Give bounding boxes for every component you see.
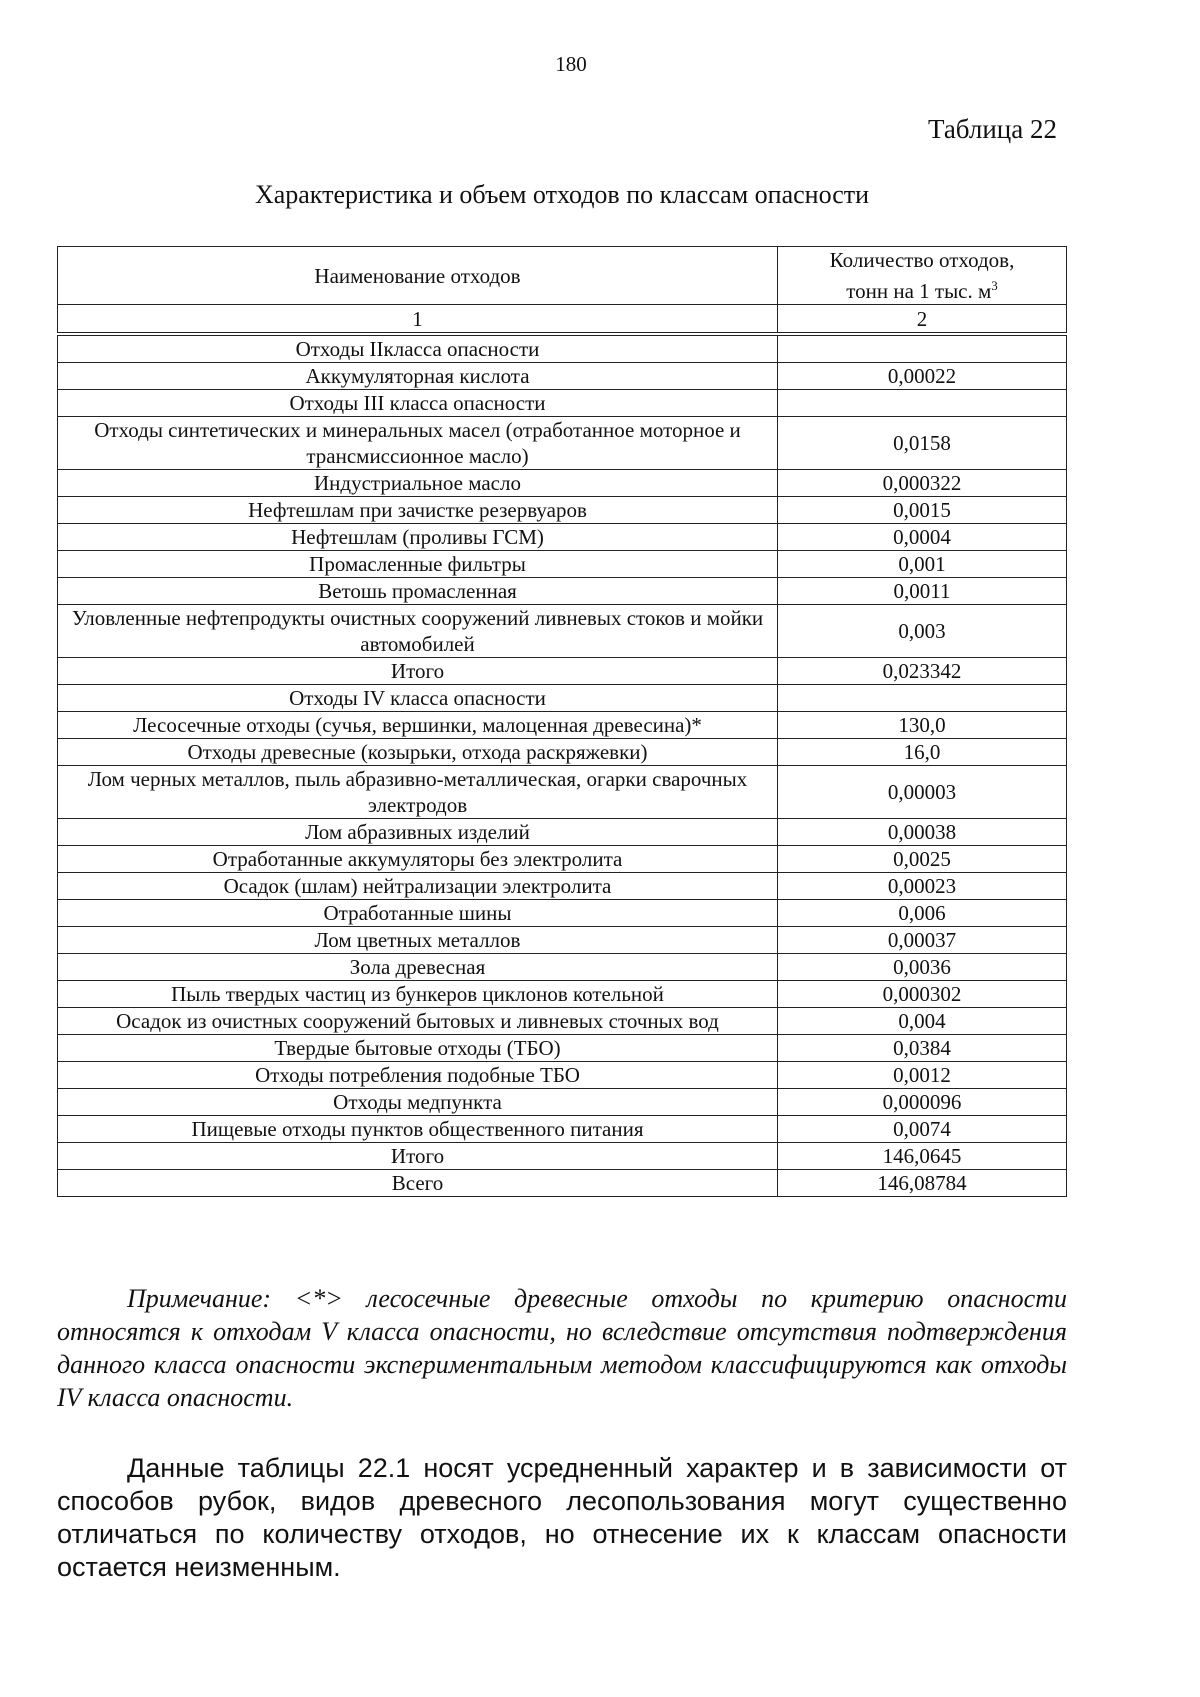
- table-row: [58, 685, 1067, 712]
- table-row: [58, 846, 1067, 873]
- table-row: [58, 981, 1067, 1008]
- table-label: Таблица 22: [928, 114, 1057, 144]
- waste-quantity-cell: 0,0015: [778, 497, 1067, 524]
- waste-quantity-cell: [778, 334, 1067, 363]
- waste-name-cell: Лом абразивных изделий: [58, 819, 778, 846]
- table-row: [58, 390, 1067, 417]
- waste-quantity-cell: 16,0: [778, 739, 1067, 766]
- waste-name-cell: Пыль твердых частиц из бункеров циклонов котельной: [58, 981, 778, 1008]
- waste-name-cell: Отходы IIкласса опасности: [58, 334, 778, 363]
- table-row: [58, 524, 1067, 551]
- waste-quantity-cell: 0,003: [778, 605, 1067, 658]
- waste-quantity-cell: 0,001: [778, 551, 1067, 578]
- waste-name-cell: Индустриальное масло: [58, 470, 778, 497]
- waste-name-cell: Ветошь промасленная: [58, 578, 778, 605]
- table-row: [58, 363, 1067, 390]
- waste-name-cell: Зола древесная: [58, 954, 778, 981]
- waste-quantity-cell: 0,0036: [778, 954, 1067, 981]
- waste-name-cell: Итого: [58, 658, 778, 685]
- waste-table: [57, 246, 1067, 1197]
- table-row: [58, 605, 1067, 658]
- table-column-numbers-row: [58, 305, 1067, 335]
- waste-name-cell: Отходы потребления подобные ТБО: [58, 1062, 778, 1089]
- table-row: [58, 1008, 1067, 1035]
- waste-quantity-cell: 0,0025: [778, 846, 1067, 873]
- waste-quantity-cell: 0,0004: [778, 524, 1067, 551]
- waste-name-cell: Лесосечные отходы (сучья, вершинки, малоценная древесина)*: [58, 712, 778, 739]
- table-row: [58, 1116, 1067, 1143]
- table-row: [58, 712, 1067, 739]
- waste-name-cell: Отходы IV класса опасности: [58, 685, 778, 712]
- body-paragraph: [57, 1452, 1067, 1584]
- waste-quantity-cell: 0,0012: [778, 1062, 1067, 1089]
- table-row: [58, 739, 1067, 766]
- waste-name-cell: Лом черных металлов, пыль абразивно-металлическая, огарки сварочных электродов: [58, 766, 778, 819]
- header-quantity-line2: тонн на 1 тыс. м: [846, 279, 992, 303]
- waste-quantity-cell: 0,000302: [778, 981, 1067, 1008]
- waste-name-cell: Твердые бытовые отходы (ТБО): [58, 1035, 778, 1062]
- table-row: [58, 417, 1067, 470]
- waste-name-cell: Пищевые отходы пунктов общественного питания: [58, 1116, 778, 1143]
- table-row: [58, 1062, 1067, 1089]
- table-row: [58, 873, 1067, 900]
- waste-quantity-cell: 0,0384: [778, 1035, 1067, 1062]
- waste-quantity-cell: 146,0645: [778, 1143, 1067, 1170]
- waste-quantity-cell: 0,000096: [778, 1089, 1067, 1116]
- waste-name-cell: Нефтешлам (проливы ГСМ): [58, 524, 778, 551]
- table-row: [58, 1089, 1067, 1116]
- waste-name-cell: Всего: [58, 1170, 778, 1197]
- table-row: [58, 1035, 1067, 1062]
- waste-name-cell: Осадок (шлам) нейтрализации электролита: [58, 873, 778, 900]
- table-row: [58, 658, 1067, 685]
- waste-name-cell: Отходы III класса опасности: [58, 390, 778, 417]
- waste-quantity-cell: 0,00022: [778, 363, 1067, 390]
- waste-quantity-cell: 0,0074: [778, 1116, 1067, 1143]
- waste-quantity-cell: 0,000322: [778, 470, 1067, 497]
- waste-name-cell: Отработанные шины: [58, 900, 778, 927]
- waste-quantity-cell: 0,023342: [778, 658, 1067, 685]
- waste-quantity-cell: 0,00038: [778, 819, 1067, 846]
- table-row: [58, 900, 1067, 927]
- waste-quantity-cell: 0,0158: [778, 417, 1067, 470]
- column-number-2: 2: [778, 305, 1067, 335]
- waste-quantity-cell: [778, 685, 1067, 712]
- waste-name-cell: Лом цветных металлов: [58, 927, 778, 954]
- header-waste-quantity: [778, 247, 1067, 305]
- waste-name-cell: Отработанные аккумуляторы без электролита: [58, 846, 778, 873]
- waste-quantity-cell: 0,004: [778, 1008, 1067, 1035]
- waste-name-cell: Итого: [58, 1143, 778, 1170]
- header-waste-name: Наименование отходов: [58, 247, 778, 305]
- note-text: Примечание: <*> лесосечные древесные отходы по критерию опасности относятся к отходам V класса опасности, но вследствие отсутствия подтверждения данного класса опасности экспериментальным методом классифицируются как отходы IV класса опасности.: [57, 1284, 1067, 1412]
- table-row: [58, 1170, 1067, 1197]
- table-row: [58, 1143, 1067, 1170]
- header-quantity-sup: 3: [991, 278, 998, 293]
- waste-quantity-cell: 130,0: [778, 712, 1067, 739]
- document-title: Характеристика и объем отходов по классам опасности: [254, 180, 870, 209]
- waste-name-cell: Отходы древесные (козырьки, отхода раскряжевки): [58, 739, 778, 766]
- table-row: [58, 470, 1067, 497]
- table-row: [58, 954, 1067, 981]
- table-row: [58, 551, 1067, 578]
- waste-quantity-cell: 146,08784: [778, 1170, 1067, 1197]
- table-row: [58, 766, 1067, 819]
- table-row: [58, 334, 1067, 363]
- table-header-row: [58, 247, 1067, 305]
- table-row: [58, 819, 1067, 846]
- waste-name-cell: Отходы синтетических и минеральных масел (отработанное моторное и трансмиссионное масло): [58, 417, 778, 470]
- waste-name-cell: Нефтешлам при зачистке резервуаров: [58, 497, 778, 524]
- paragraph-text: Данные таблицы 22.1 носят усредненный характер и в зависимости от способов рубок, видов древесного лесопользования могут существенно отличаться по количеству отходов, но отнесение их к классам опасности остается неизменным.: [57, 1453, 1067, 1582]
- waste-name-cell: Осадок из очистных сооружений бытовых и ливневых сточных вод: [58, 1008, 778, 1035]
- waste-quantity-cell: 0,006: [778, 900, 1067, 927]
- header-quantity-line1: Количество отходов,: [829, 248, 1015, 272]
- table-row: [58, 497, 1067, 524]
- waste-name-cell: Промасленные фильтры: [58, 551, 778, 578]
- waste-quantity-cell: 0,0011: [778, 578, 1067, 605]
- waste-quantity-cell: 0,00023: [778, 873, 1067, 900]
- table-row: [58, 927, 1067, 954]
- table-note: [57, 1282, 1067, 1414]
- waste-quantity-cell: 0,00003: [778, 766, 1067, 819]
- waste-name-cell: Аккумуляторная кислота: [58, 363, 778, 390]
- waste-quantity-cell: 0,00037: [778, 927, 1067, 954]
- table-row: [58, 578, 1067, 605]
- waste-name-cell: Отходы медпункта: [58, 1089, 778, 1116]
- waste-name-cell: Уловленные нефтепродукты очистных сооружений ливневых стоков и мойки автомобилей: [58, 605, 778, 658]
- page-number: 180: [555, 52, 587, 76]
- waste-quantity-cell: [778, 390, 1067, 417]
- column-number-1: 1: [58, 305, 778, 335]
